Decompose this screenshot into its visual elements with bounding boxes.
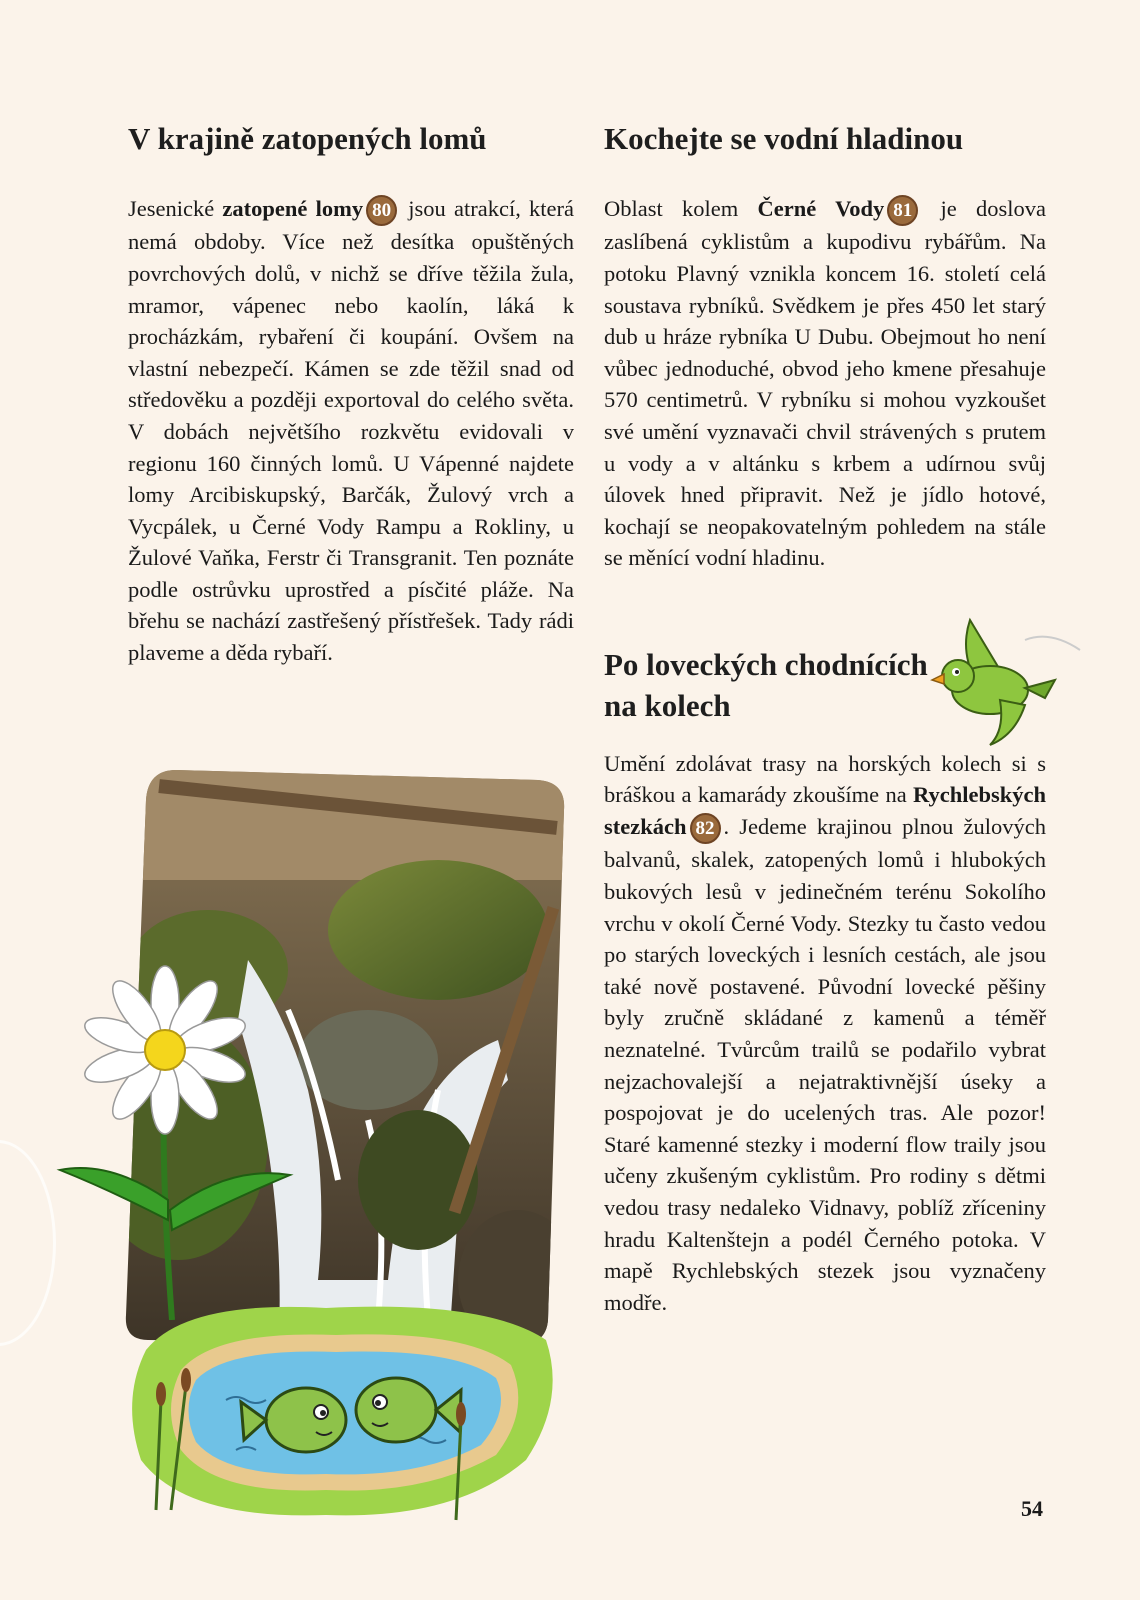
map-badge-82: 82 xyxy=(690,813,721,844)
section-heading-water: Kochejte se vodní hladinou xyxy=(604,121,964,156)
daisy-icon xyxy=(50,960,300,1320)
bold-term: zatopené lomy xyxy=(222,196,364,221)
quarries-paragraph: Jesenické zatopené lomy 80 jsou atrakcí, která nemá obdoby. Více než desítka opuštěných povrchových dolů, v nichž se dříve těžila žula, mramor, vápenec nebo kaolín, láká k procházkám, rybaření či koupání. Ovšem na vlastní nebezpečí. Kámen se zde těžil snad od středověku a později exportoval do celého světa. V dobách největšího rozkvětu evidovali v regionu 160 činných lomů. U Vápenné najdete lomy Arcibiskupský, Barčák, Žulový vrch a Vycpálek, u Černé Vody Rampu a Rokliny, u Žulové Vaňka, Ferstr či Transgranit. Ten poznáte podle ostrůvku uprostřed a písčité pláže. Na břehu se nachází zastřešený přístřešek. Tady rádi plaveme a děda rybaří. xyxy=(128,196,574,666)
section-heading-trails: Po loveckých chodnících na kolech xyxy=(604,646,928,723)
trails-paragraph: Umění zdolávat trasy na horských kolech si s bráškou a kamarády zkoušíme na Rychlebských stezkách 82 . Jedeme krajinou plnou žulových balvanů, skalek, zatopených lomů i hlubokých bukových lesů v jedinečném terénu Sokolího vrchu v okolí Černé Vody. Stezky tu často vedou po starých loveckých i lesních cestách, ale jsou také nově postavené. Původní lovecké pěšiny byly zručně skládané z kamenů a téměř neznatelné. Tvůrcům trailů se podařilo vybrat nejzachovalejší a nejatraktivnější úseky a pospojovat je do ucelených tras. Ale pozor! Staré kamenné stezky i moderní flow traily jsou učeny zkušeným cyklistům. Pro rodiny s dětmi vedou trasy nedaleko Vidnavy, poblíž zříceniny hradu Kaltenštejn a podél Černého potoka. V mapě Rychlebských stezek jsou vyznačeny modře. xyxy=(604,750,1046,1315)
bold-term: Rychlebských stezkách xyxy=(604,782,1046,840)
map-badge-81: 81 xyxy=(887,195,918,226)
page-number: 54 xyxy=(1021,1496,1043,1521)
water-paragraph: Oblast kolem Černé Vody 81 je doslova zaslíbená cyklistům a kupodivu rybářům. Na potoku Plavný vznikla koncem 16. století celá soustava rybníků. Svědkem je přes 450 let starý dub u hráze rybníka U Dubu. Obejmout ho není vůbec jednoduché, obvod jeho kmene přesahuje 570 centimetrů. V rybníku si mohou vyzkoušet své umění vyznavači chvil strávených s prutem u vody a v altánku s krbem a udírnou svůj úlovek hned připravit. Než je jídlo hotové, kochají se neopakovatelným pohledem na stále se měnící vodní hladinu. xyxy=(604,196,1047,571)
left-column xyxy=(128,118,574,669)
decorative-arc xyxy=(0,1140,56,1346)
map-badge-80: 80 xyxy=(366,195,397,226)
section-heading-quarries: V krajině zatopených lomů xyxy=(128,121,487,156)
bold-term: Černé Vody xyxy=(757,196,885,221)
bird-icon xyxy=(930,610,1090,760)
pond-with-fish-icon xyxy=(126,1290,566,1530)
